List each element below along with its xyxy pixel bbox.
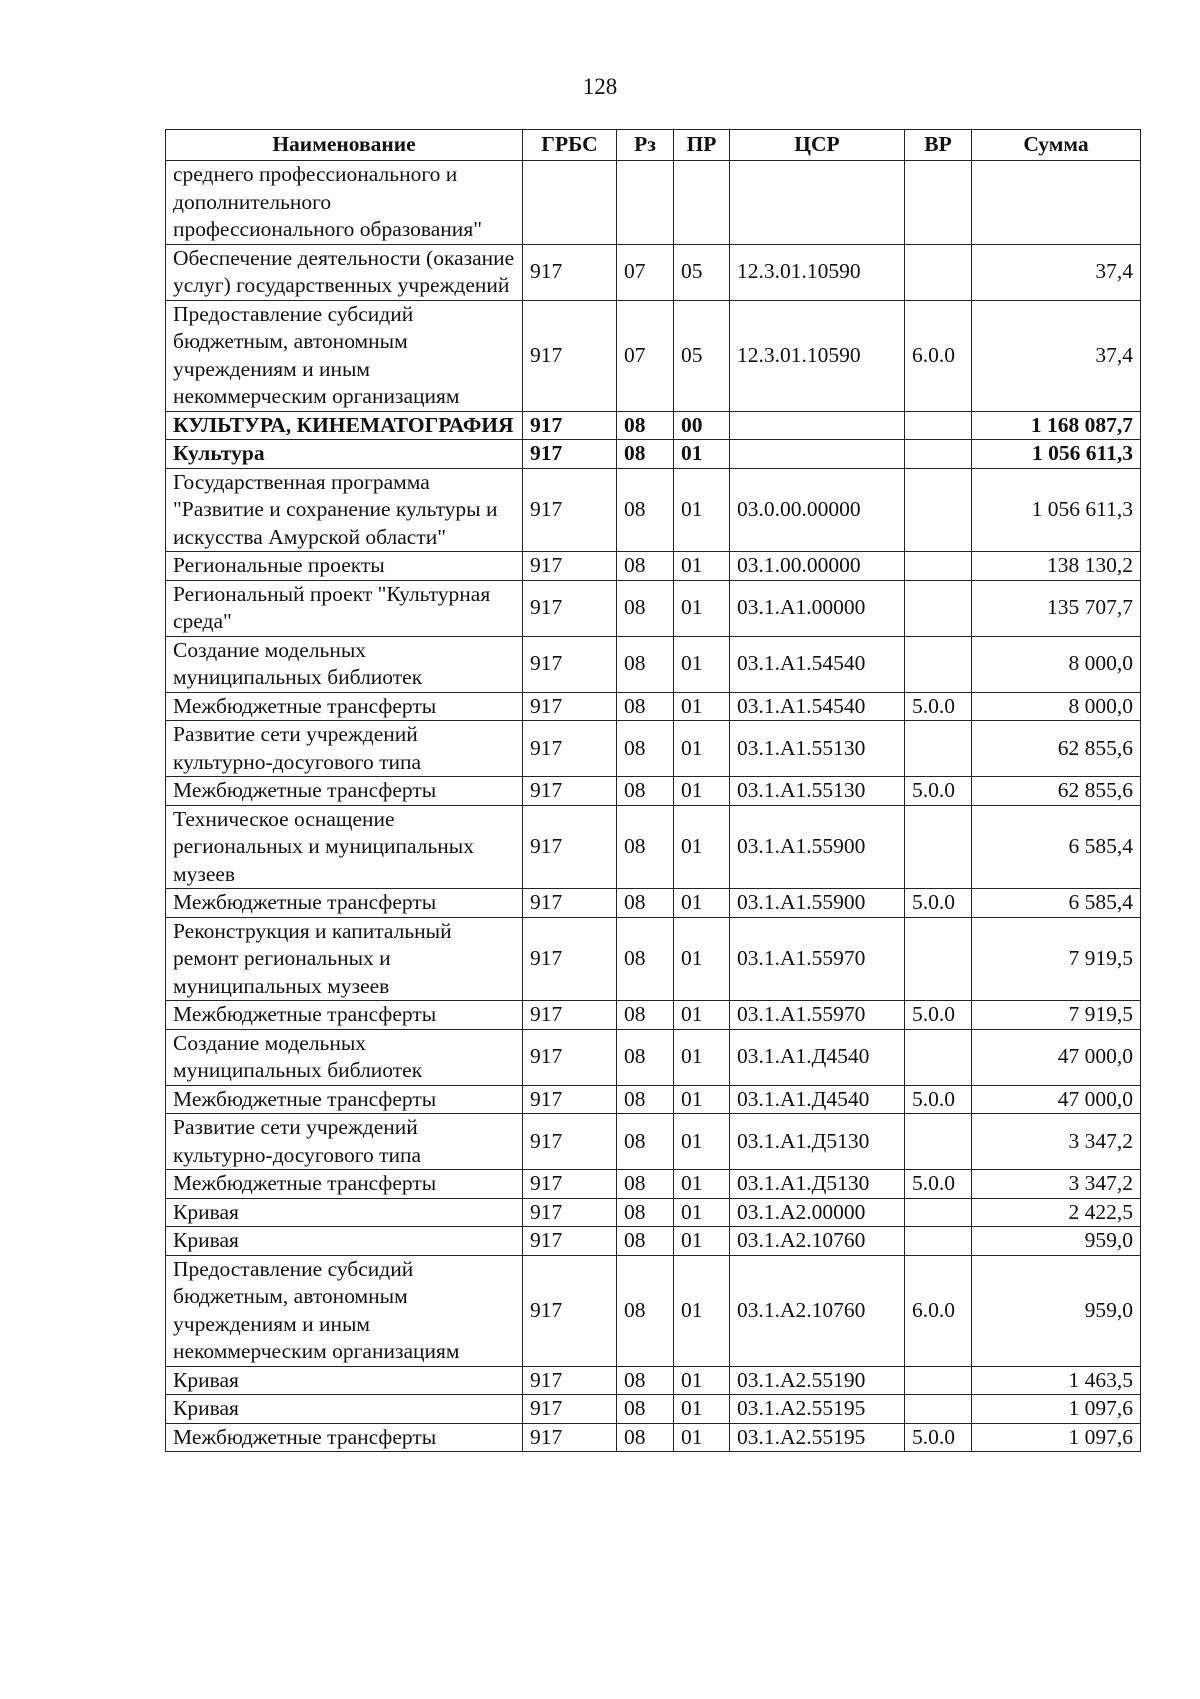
table-row — [166, 777, 1141, 806]
cell-sum: 7 919,5 — [972, 1001, 1141, 1030]
cell-name: Межбюджетные трансферты — [166, 1423, 523, 1452]
cell-vr — [905, 440, 972, 469]
cell-pr: 01 — [674, 805, 730, 889]
cell-csr: 03.1.A1.55970 — [730, 1001, 905, 1030]
table-row — [166, 468, 1141, 552]
cell-csr: 12.3.01.10590 — [730, 300, 905, 411]
cell-vr — [905, 1227, 972, 1256]
cell-csr — [730, 411, 905, 440]
cell-rz — [617, 161, 674, 245]
cell-sum: 959,0 — [972, 1255, 1141, 1366]
cell-csr: 03.1.A2.10760 — [730, 1255, 905, 1366]
cell-name: Межбюджетные трансферты — [166, 692, 523, 721]
cell-rz: 08 — [617, 917, 674, 1001]
cell-name: Межбюджетные трансферты — [166, 1085, 523, 1114]
cell-pr: 01 — [674, 1114, 730, 1170]
table-row — [166, 917, 1141, 1001]
cell-pr: 01 — [674, 1085, 730, 1114]
table-row — [166, 1029, 1141, 1085]
cell-pr: 01 — [674, 889, 730, 918]
cell-vr — [905, 1114, 972, 1170]
cell-grbs: 917 — [523, 777, 617, 806]
cell-grbs: 917 — [523, 1227, 617, 1256]
cell-sum: 62 855,6 — [972, 721, 1141, 777]
cell-vr: 5.0.0 — [905, 692, 972, 721]
cell-sum: 1 168 087,7 — [972, 411, 1141, 440]
cell-pr — [674, 161, 730, 245]
cell-sum: 8 000,0 — [972, 692, 1141, 721]
cell-vr — [905, 721, 972, 777]
table-row — [166, 300, 1141, 411]
cell-sum: 138 130,2 — [972, 552, 1141, 581]
cell-grbs: 917 — [523, 1395, 617, 1424]
cell-rz: 07 — [617, 300, 674, 411]
cell-name: среднего профессионального и дополнительного профессионального образования" — [166, 161, 523, 245]
header-grbs: ГРБС — [523, 130, 617, 161]
cell-pr: 01 — [674, 1001, 730, 1030]
cell-csr: 03.1.A1.55900 — [730, 889, 905, 918]
cell-csr: 03.1.A1.Д4540 — [730, 1085, 905, 1114]
cell-rz: 08 — [617, 1085, 674, 1114]
cell-vr: 5.0.0 — [905, 1423, 972, 1452]
cell-vr — [905, 411, 972, 440]
cell-vr — [905, 244, 972, 300]
cell-name: Развитие сети учреждений культурно-досугового типа — [166, 721, 523, 777]
table-row — [166, 1085, 1141, 1114]
cell-name: Кривая — [166, 1227, 523, 1256]
cell-pr: 01 — [674, 1227, 730, 1256]
cell-grbs: 917 — [523, 1198, 617, 1227]
header-vr: ВР — [905, 130, 972, 161]
cell-rz: 07 — [617, 244, 674, 300]
cell-rz: 08 — [617, 777, 674, 806]
cell-pr: 01 — [674, 917, 730, 1001]
cell-vr: 6.0.0 — [905, 300, 972, 411]
table-row — [166, 1255, 1141, 1366]
cell-sum: 1 056 611,3 — [972, 440, 1141, 469]
cell-name: Предоставление субсидий бюджетным, автономным учреждениям и иным некоммерческим организациям — [166, 300, 523, 411]
table-body — [166, 161, 1141, 1452]
cell-rz: 08 — [617, 411, 674, 440]
cell-grbs: 917 — [523, 411, 617, 440]
table-row — [166, 1198, 1141, 1227]
table-row — [166, 161, 1141, 245]
cell-csr: 03.1.A1.Д5130 — [730, 1114, 905, 1170]
cell-rz: 08 — [617, 552, 674, 581]
table-row — [166, 1395, 1141, 1424]
cell-name: Кривая — [166, 1366, 523, 1395]
cell-csr: 03.1.A1.55970 — [730, 917, 905, 1001]
cell-name: Кривая — [166, 1395, 523, 1424]
cell-pr: 01 — [674, 468, 730, 552]
table-row — [166, 692, 1141, 721]
cell-vr — [905, 468, 972, 552]
cell-name: Межбюджетные трансферты — [166, 1001, 523, 1030]
cell-pr: 01 — [674, 580, 730, 636]
cell-vr: 5.0.0 — [905, 1001, 972, 1030]
cell-pr: 00 — [674, 411, 730, 440]
cell-grbs: 917 — [523, 889, 617, 918]
cell-grbs: 917 — [523, 1001, 617, 1030]
cell-name: Реконструкция и капитальный ремонт региональных и муниципальных музеев — [166, 917, 523, 1001]
cell-vr — [905, 1029, 972, 1085]
cell-rz: 08 — [617, 721, 674, 777]
cell-name: Техническое оснащение региональных и муниципальных музеев — [166, 805, 523, 889]
header-sum: Сумма — [972, 130, 1141, 161]
cell-name: Региональные проекты — [166, 552, 523, 581]
budget-table — [165, 129, 1141, 1452]
cell-vr — [905, 805, 972, 889]
header-pr: ПР — [674, 130, 730, 161]
table-row — [166, 1114, 1141, 1170]
table-row — [166, 1423, 1141, 1452]
cell-name: Создание модельных муниципальных библиотек — [166, 636, 523, 692]
cell-grbs: 917 — [523, 1114, 617, 1170]
header-name: Наименование — [166, 130, 523, 161]
cell-grbs: 917 — [523, 244, 617, 300]
cell-grbs: 917 — [523, 1423, 617, 1452]
cell-rz: 08 — [617, 1001, 674, 1030]
cell-pr: 01 — [674, 1029, 730, 1085]
cell-sum: 8 000,0 — [972, 636, 1141, 692]
cell-sum: 6 585,4 — [972, 805, 1141, 889]
table-row — [166, 244, 1141, 300]
cell-rz: 08 — [617, 636, 674, 692]
cell-rz: 08 — [617, 1255, 674, 1366]
cell-rz: 08 — [617, 692, 674, 721]
header-rz: Рз — [617, 130, 674, 161]
cell-pr: 05 — [674, 300, 730, 411]
cell-rz: 08 — [617, 440, 674, 469]
cell-rz: 08 — [617, 580, 674, 636]
cell-sum: 62 855,6 — [972, 777, 1141, 806]
cell-vr: 5.0.0 — [905, 889, 972, 918]
cell-pr: 01 — [674, 636, 730, 692]
cell-grbs: 917 — [523, 1029, 617, 1085]
cell-rz: 08 — [617, 1198, 674, 1227]
cell-grbs: 917 — [523, 580, 617, 636]
cell-csr: 03.1.A2.55190 — [730, 1366, 905, 1395]
cell-rz: 08 — [617, 1366, 674, 1395]
cell-name: Создание модельных муниципальных библиотек — [166, 1029, 523, 1085]
cell-sum: 47 000,0 — [972, 1085, 1141, 1114]
cell-rz: 08 — [617, 1395, 674, 1424]
cell-csr: 03.1.A1.55130 — [730, 721, 905, 777]
cell-vr: 6.0.0 — [905, 1255, 972, 1366]
cell-grbs: 917 — [523, 440, 617, 469]
cell-vr — [905, 636, 972, 692]
cell-pr: 01 — [674, 721, 730, 777]
cell-grbs: 917 — [523, 1085, 617, 1114]
cell-sum: 959,0 — [972, 1227, 1141, 1256]
table-row — [166, 1227, 1141, 1256]
cell-csr: 12.3.01.10590 — [730, 244, 905, 300]
cell-name: Межбюджетные трансферты — [166, 777, 523, 806]
cell-csr: 03.1.A1.Д5130 — [730, 1170, 905, 1199]
cell-sum: 3 347,2 — [972, 1170, 1141, 1199]
cell-rz: 08 — [617, 1423, 674, 1452]
cell-sum: 7 919,5 — [972, 917, 1141, 1001]
table-row — [166, 636, 1141, 692]
cell-sum: 2 422,5 — [972, 1198, 1141, 1227]
cell-rz: 08 — [617, 1227, 674, 1256]
cell-pr: 01 — [674, 1198, 730, 1227]
cell-sum: 6 585,4 — [972, 889, 1141, 918]
cell-pr: 01 — [674, 1170, 730, 1199]
cell-csr: 03.1.A1.54540 — [730, 692, 905, 721]
cell-csr: 03.1.A2.55195 — [730, 1395, 905, 1424]
table-row — [166, 721, 1141, 777]
table-row — [166, 1366, 1141, 1395]
cell-grbs: 917 — [523, 805, 617, 889]
cell-rz: 08 — [617, 468, 674, 552]
cell-sum: 3 347,2 — [972, 1114, 1141, 1170]
cell-sum: 1 463,5 — [972, 1366, 1141, 1395]
table-row — [166, 889, 1141, 918]
cell-vr — [905, 552, 972, 581]
cell-csr: 03.1.A1.00000 — [730, 580, 905, 636]
cell-pr: 01 — [674, 440, 730, 469]
page-number: 128 — [582, 74, 618, 99]
cell-rz: 08 — [617, 1114, 674, 1170]
cell-grbs: 917 — [523, 1255, 617, 1366]
table-row — [166, 1001, 1141, 1030]
cell-csr — [730, 440, 905, 469]
cell-sum: 1 056 611,3 — [972, 468, 1141, 552]
cell-csr: 03.1.A2.00000 — [730, 1198, 905, 1227]
cell-grbs: 917 — [523, 1170, 617, 1199]
cell-grbs: 917 — [523, 300, 617, 411]
cell-csr: 03.1.A1.Д4540 — [730, 1029, 905, 1085]
cell-grbs: 917 — [523, 721, 617, 777]
cell-vr — [905, 580, 972, 636]
cell-sum — [972, 161, 1141, 245]
cell-name: Кривая — [166, 1198, 523, 1227]
cell-grbs — [523, 161, 617, 245]
cell-csr: 03.1.A1.55130 — [730, 777, 905, 806]
cell-name: Культура — [166, 440, 523, 469]
cell-csr: 03.1.A2.55195 — [730, 1423, 905, 1452]
table-row — [166, 552, 1141, 581]
cell-name: Региональный проект "Культурная среда" — [166, 580, 523, 636]
cell-pr: 01 — [674, 777, 730, 806]
cell-pr: 01 — [674, 1423, 730, 1452]
cell-grbs: 917 — [523, 692, 617, 721]
cell-vr: 5.0.0 — [905, 1170, 972, 1199]
cell-pr: 01 — [674, 1255, 730, 1366]
cell-grbs: 917 — [523, 917, 617, 1001]
cell-rz: 08 — [617, 1170, 674, 1199]
cell-rz: 08 — [617, 1029, 674, 1085]
cell-name: Предоставление субсидий бюджетным, автономным учреждениям и иным некоммерческим организациям — [166, 1255, 523, 1366]
cell-csr — [730, 161, 905, 245]
table-row — [166, 580, 1141, 636]
cell-name: Межбюджетные трансферты — [166, 889, 523, 918]
cell-rz: 08 — [617, 805, 674, 889]
cell-name: Обеспечение деятельности (оказание услуг) государственных учреждений — [166, 244, 523, 300]
cell-grbs: 917 — [523, 636, 617, 692]
table-row — [166, 805, 1141, 889]
cell-grbs: 917 — [523, 468, 617, 552]
cell-sum: 37,4 — [972, 244, 1141, 300]
cell-grbs: 917 — [523, 552, 617, 581]
header-csr: ЦСР — [730, 130, 905, 161]
cell-name: КУЛЬТУРА, КИНЕМАТОГРАФИЯ — [166, 411, 523, 440]
cell-csr: 03.1.00.00000 — [730, 552, 905, 581]
cell-sum: 1 097,6 — [972, 1423, 1141, 1452]
cell-vr: 5.0.0 — [905, 1085, 972, 1114]
table-row — [166, 440, 1141, 469]
cell-pr: 01 — [674, 1395, 730, 1424]
cell-vr: 5.0.0 — [905, 777, 972, 806]
cell-pr: 01 — [674, 1366, 730, 1395]
cell-grbs: 917 — [523, 1366, 617, 1395]
cell-vr — [905, 1366, 972, 1395]
cell-name: Государственная программа "Развитие и сохранение культуры и искусства Амурской области" — [166, 468, 523, 552]
cell-pr: 01 — [674, 552, 730, 581]
cell-vr — [905, 917, 972, 1001]
cell-sum: 37,4 — [972, 300, 1141, 411]
cell-rz: 08 — [617, 889, 674, 918]
cell-csr: 03.1.A1.55900 — [730, 805, 905, 889]
cell-csr: 03.1.A2.10760 — [730, 1227, 905, 1256]
cell-sum: 135 707,7 — [972, 580, 1141, 636]
cell-name: Межбюджетные трансферты — [166, 1170, 523, 1199]
cell-sum: 1 097,6 — [972, 1395, 1141, 1424]
table-row — [166, 1170, 1141, 1199]
cell-vr — [905, 161, 972, 245]
cell-name: Развитие сети учреждений культурно-досугового типа — [166, 1114, 523, 1170]
table-row — [166, 411, 1141, 440]
cell-vr — [905, 1395, 972, 1424]
cell-csr: 03.1.A1.54540 — [730, 636, 905, 692]
cell-csr: 03.0.00.00000 — [730, 468, 905, 552]
cell-sum: 47 000,0 — [972, 1029, 1141, 1085]
cell-pr: 05 — [674, 244, 730, 300]
table-header-row — [166, 130, 1141, 161]
cell-vr — [905, 1198, 972, 1227]
cell-pr: 01 — [674, 692, 730, 721]
